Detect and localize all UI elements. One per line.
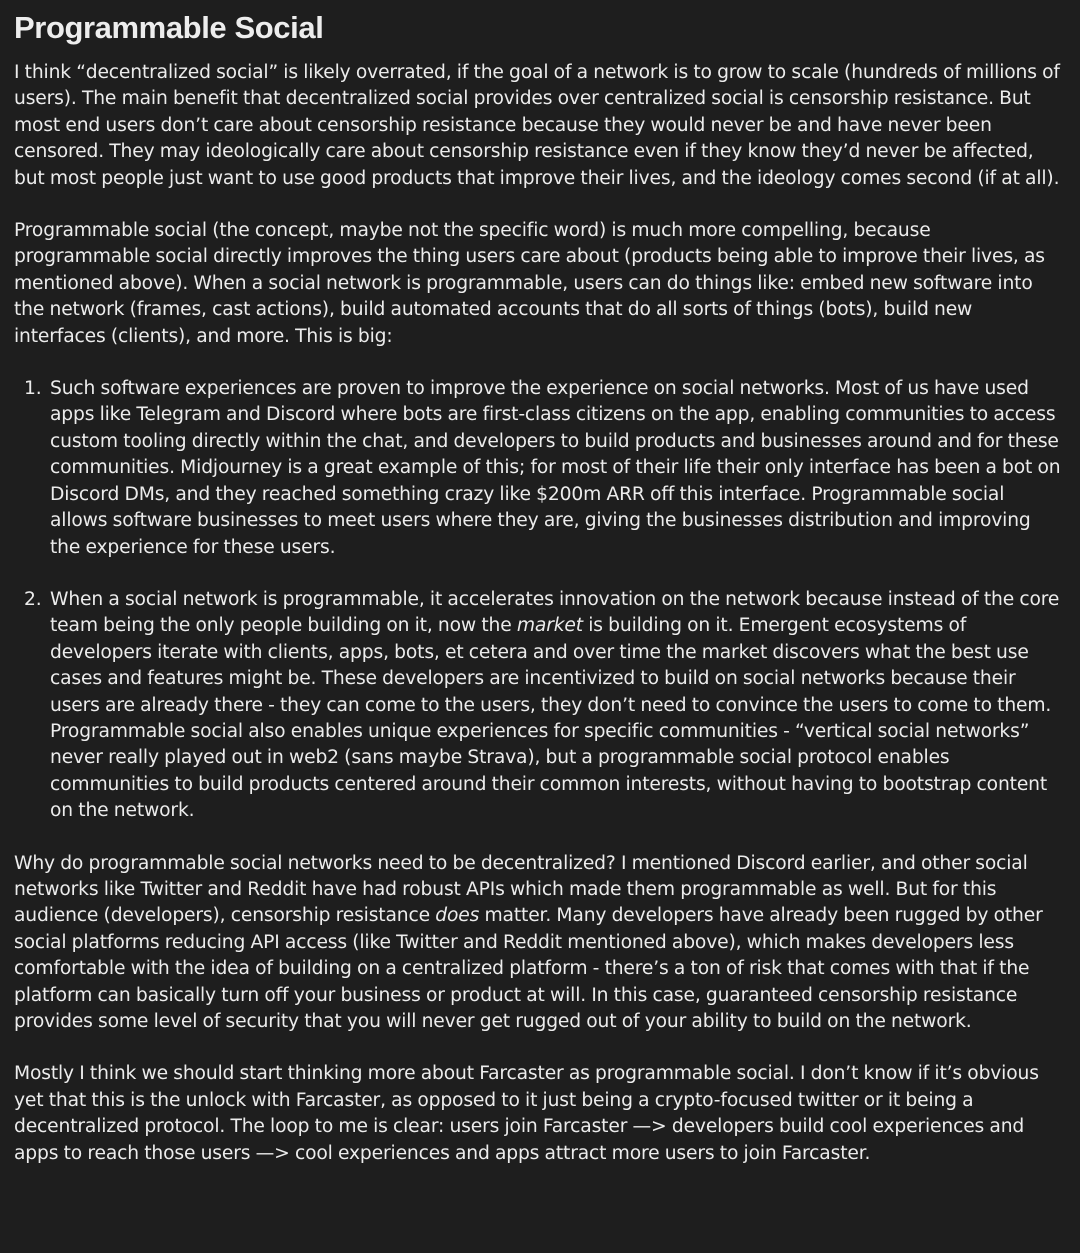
list-item [14, 587, 1066, 825]
list-item-text-start: When a social network is programmable, it accelerates innovation on the network because instead of the core team being the only people building on it, now the [50, 588, 1060, 637]
numbered-list [14, 376, 1066, 825]
paragraph-conclusion: Mostly I think we should start thinking more about Farcaster as programmable social. I don’t know if it’s obvious yet that this is the unlock with Farcaster, as opposed to it just being a crypto-focused twitter or it being a decentralized protocol. The loop to me is clear: users join Farcaster —> developers build cool experiences and apps to reach those users —> cool experiences and apps attract more users to join Farcaster. [14, 1063, 1039, 1164]
paragraph-text-start: Why do programmable social networks need to be decentralized? I mentioned Discord earlier, and other social networks like Twitter and Reddit have had robust APIs which made them programmable as well. But for this audience (developers), censorship resistance [14, 852, 1028, 927]
paragraph-programmable-social: Programmable social (the concept, maybe not the specific word) is much more compelling, because programmable social directly improves the thing users care about (products being able to improve their lives, as mentioned above). When a social network is programmable, users can do things like: embed new software into the network (frames, cast actions), build automated accounts that do all sorts of things (bots), build new interfaces (clients), and more. This is big: [14, 220, 1045, 347]
list-item [14, 376, 1066, 561]
list-item-number: 2. [24, 588, 42, 610]
list-item-number: 1. [24, 378, 42, 400]
paragraph-why-decentralized [14, 851, 1066, 1036]
list-item-text [50, 589, 1059, 821]
document-title: Programmable Social [14, 10, 324, 45]
paragraph-text-end: matter. Many developers have already been rugged by other social platforms reducing API access (like Twitter and Reddit mentioned above), which makes developers less comfortable with the idea of building on a centralized platform - there’s a ton of risk that comes with that if the platform can basically turn off your business or product at will. In this case, guaranteed censorship resistance provides some level of security that you will never get rugged out of your ability to build on the network. [14, 905, 1043, 1032]
emphasis-market: market [516, 615, 583, 637]
list-item-text-end: is building on it. Emergent ecosystems of developers iterate with clients, apps, bots, et cetera and over time the market discovers what the best use cases and features might be. These developers are incentivized to build on social networks because their users are already there - they can come to the users, they don’t need to convince the users to come to them. Programmable social also enables unique experiences for specific communities - “vertical social networks” never really played out in web2 (sans maybe Strava), but a programmable social protocol enables communities to build products centered around their common interests, without having to bootstrap content on the network. [50, 615, 1052, 822]
paragraph-intro: I think “decentralized social” is likely overrated, if the goal of a network is to grow to scale (hundreds of millions of users). The main benefit that decentralized social provides over centralized social is censorship resistance. But most end users don’t care about censorship resistance because they would never be and have never been censored. They may ideologically care about censorship resistance even if they know they’d never be affected, but most people just want to use good products that improve their lives, and the ideology comes second (if at all). [14, 62, 1060, 189]
list-item-text: Such software experiences are proven to improve the experience on social networks. Most of us have used apps like Telegram and Discord where bots are first-class citizens on the app, enabling communities to access custom tooling directly within the chat, and developers to build products and businesses around and for these communities. Midjourney is a great example of this; for most of their life their only interface has been a bot on Discord DMs, and they reached something crazy like $200m ARR off this interface. Programmable social allows software businesses to meet users where they are, giving the businesses distribution and improving the experience for these users. [50, 378, 1061, 558]
emphasis-does: does [435, 905, 480, 927]
